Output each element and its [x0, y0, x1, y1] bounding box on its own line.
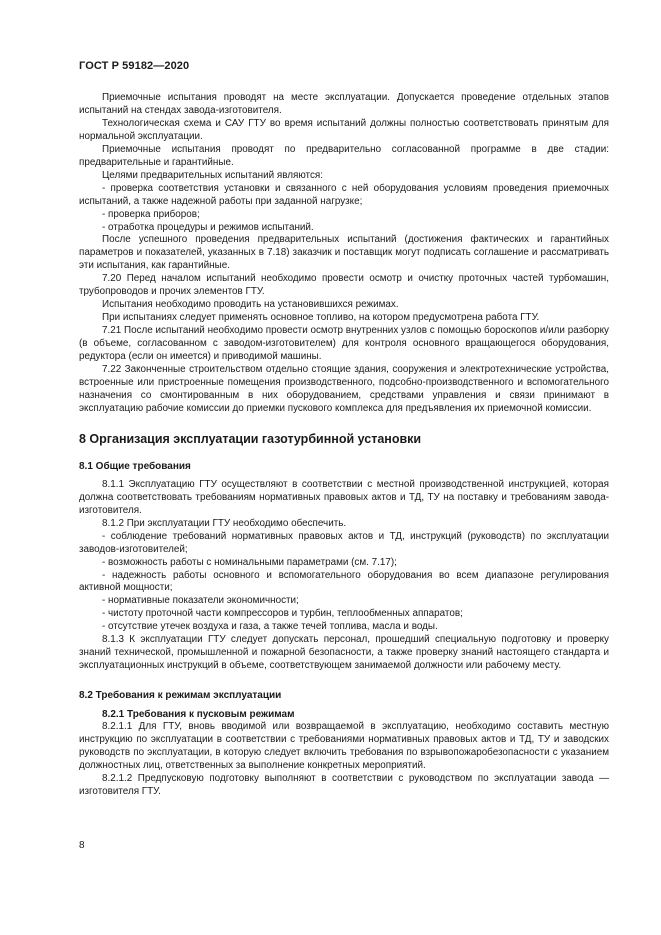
clause-8-1-1: 8.1.1 Эксплуатацию ГТУ осуществляют в соответствии с местной производственной инструкцией, которая должна соответствовать требованиям нормативных правовых актов и ТД, ТУ на поставку и требованиям завода-изготовителя. — [79, 478, 609, 516]
section-8-2-1-heading: 8.2.1 Требования к пусковым режимам — [102, 709, 295, 721]
clause-8-1-3: 8.1.3 К эксплуатации ГТУ следует допускать персонал, прошедший специальную подготовку и проверку знаний технической, промышленной и пожарной безопасности, а также проверку знаний настоящего стандарта и эксплуатационных инструкций в объеме, соответствующем занимаемой должности или рабочему месту. — [79, 634, 609, 672]
paragraph: При испытаниях следует применять основное топливо, на котором предусмотрена работа ГТУ. — [102, 312, 540, 324]
list-item: - надежность работы основного и вспомогательного оборудования во всем диапазоне регулирования активной мощности; — [79, 569, 609, 594]
paragraph: После успешного проведения предварительных испытаний (достижения фактических и гарантийных параметров и показателей, указанных в 7.18) заказчик и поставщик могут подписать соглашение и рассматривать эти испытания, как гарантийные. — [79, 234, 609, 272]
paragraph: Испытания необходимо проводить на установившихся режимах. — [102, 299, 399, 311]
paragraph: Приемочные испытания проводят по предварительно согласованной программе в две стадии: предварительные и гарантийные. — [79, 143, 609, 168]
clause-7-20: 7.20 Перед началом испытаний необходимо провести осмотр и очистку проточных частей турбомашин, трубопроводов и прочих элементов ГТУ. — [79, 273, 609, 298]
list-item: - отсутствие утечек воздуха и газа, а также течей топлива, масла и воды. — [102, 621, 438, 633]
section-8-heading: 8 Организация эксплуатации газотурбинной установки — [79, 431, 422, 446]
clause-8-1-2: 8.1.2 При эксплуатации ГТУ необходимо обеспечить. — [102, 517, 347, 529]
clause-7-22: 7.22 Законченные строительством отдельно стоящие здания, сооружения и электротехнические устройства, встроенные или пристроенные помещения производственного, подсобно-производственного и вспомогательного назначения со смонтированным в них оборудованием, средствами управления и связи принимают в эксплуатацию рабочие комиссии до приемки пускового комплекса для предъявления их приемочной комиссии. — [79, 364, 609, 414]
paragraph: Технологическая схема и САУ ГТУ во время испытаний должны полностью соответствовать принятым для нормальной эксплуатации. — [79, 117, 609, 142]
document-header: ГОСТ Р 59182—2020 — [79, 60, 190, 72]
list-item: - возможность работы с номинальными параметрами (см. 7.17); — [102, 556, 397, 568]
paragraph: Приемочные испытания проводят на месте эксплуатации. Допускается проведение отдельных этапов испытаний на стендах завода-изготовителя. — [79, 92, 609, 116]
section-8-1-heading: 8.1 Общие требования — [79, 460, 191, 472]
list-item: - проверка соответствия установки и связанного с ней оборудования условиям проведения приемочных испытаний, а также надежной работы при заданной нагрузке; — [79, 182, 609, 207]
clause-7-21: 7.21 После испытаний необходимо провести осмотр внутренних узлов с помощью бороскопов и/или разборку (в объеме, согласованном с заводом-изготовителем) для контроля основного вращающегося оборудования, редуктора (если он имеется) и приводимой машины. — [79, 325, 609, 363]
clause-8-2-1-2: 8.2.1.2 Предпусковую подготовку выполняют в соответствии с руководством по эксплуатации завода — изготовителя ГТУ. — [79, 772, 609, 797]
list-item: - проверка приборов; — [102, 208, 200, 220]
list-item: - нормативные показатели экономичности; — [102, 595, 299, 607]
clause-8-2-1-1: 8.2.1.1 Для ГТУ, вновь вводимой или возвращаемой в эксплуатацию, необходимо составить местную инструкцию по эксплуатации в соответствии с требованиями нормативных правовых актов и ТД, ТУ и заводских руководств по эксплуатации, в которую следует включить требования по взрывопожаробезопасности с указанием должностных лиц, ответственных за выполнение конкретных мероприятий. — [79, 721, 609, 771]
page-number: 8 — [79, 840, 85, 851]
paragraph: Целями предварительных испытаний являются: — [102, 169, 323, 181]
section-8-2-heading: 8.2 Требования к режимам эксплуатации — [79, 690, 282, 702]
document-body — [79, 92, 609, 799]
list-item: - соблюдение требований нормативных правовых актов и ТД, инструкций (руководств) по эксплуатации заводов-изготовителей; — [79, 530, 609, 555]
list-item: - отработка процедуры и режимов испытаний. — [102, 221, 314, 233]
list-item: - чистоту проточной части компрессоров и турбин, теплообменных аппаратов; — [102, 608, 463, 620]
